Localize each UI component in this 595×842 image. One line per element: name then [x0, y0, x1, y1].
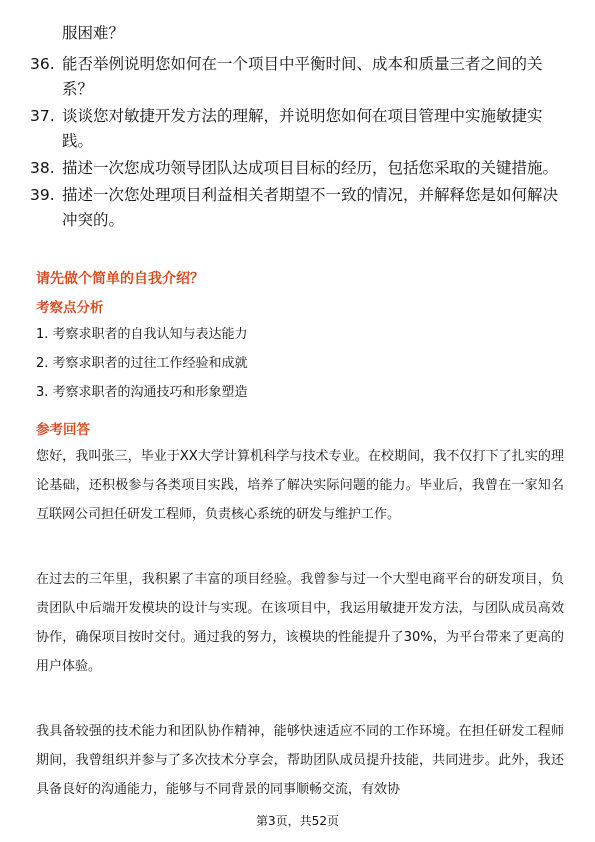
question-number: 39.: [30, 186, 55, 204]
question-number: 38.: [30, 159, 55, 177]
question-text: 描述一次您处理项目利益相关者期望不一致的情况，并解释您是如何解决冲突的。: [62, 186, 559, 229]
question-text: 谈谈您对敏捷开发方法的理解，并说明您如何在项目管理中实施敏捷实践。: [62, 107, 543, 150]
analysis-point: 1. 考察求职者的自我认知与表达能力: [36, 327, 248, 342]
question-item: [30, 183, 570, 233]
question-list: [30, 52, 570, 235]
answer-paragraph: 您好，我叫张三，毕业于XX大学计算机科学与技术专业。在校期间，我不仅打下了扎实的理论基础，还积极参与各类项目实践，培养了解决实际问题的能力。毕业后，我曾在一家知名互联网公司担任研发工程师，负责核心系统的研发与维护工作。: [36, 449, 564, 522]
question-item: [30, 52, 570, 102]
analysis-point: 3. 考察求职者的沟通技巧和形象塑造: [36, 385, 248, 400]
question-text: 能否举例说明您如何在一个项目中平衡时间、成本和质量三者之间的关系？: [62, 55, 543, 98]
question-item: [30, 104, 570, 154]
question-number: 36.: [30, 55, 55, 73]
answer-title: 参考回答: [36, 422, 90, 438]
question-number: 37.: [30, 107, 55, 125]
section-title: 请先做个简单的自我介绍？: [36, 271, 204, 287]
analysis-title: 考察点分析: [36, 300, 104, 316]
answer-paragraph: 在过去的三年里，我积累了丰富的项目经验。我曾参与过一个大型电商平台的研发项目，负责团队中后端开发模块的设计与实现。在该项目中，我运用敏捷开发方法，与团队成员高效协作，确保项目按时交付。通过我的努力，该模块的性能提升了30%，为平台带来了更高的用户体验。: [36, 572, 564, 674]
reference-answer: [36, 442, 564, 840]
analysis-point: 2. 考察求职者的过往工作经验和成就: [36, 356, 248, 371]
analysis-points: [36, 320, 248, 407]
question-continuation: 服困难？: [62, 24, 125, 42]
question-text: 描述一次您成功领导团队达成项目目标的经历，包括您采取的关键措施。: [62, 159, 559, 177]
answer-paragraph: 我具备较强的技术能力和团队协作精神，能够快速适应不同的工作环境。在担任研发工程师期间，我曾组织并参与了多次技术分享会，帮助团队成员提升技能，共同进步。此外，我还具备良好的沟通能力，能够与不同背景的同事顺畅交流，有效协: [36, 724, 564, 797]
question-item: [30, 156, 570, 181]
page-footer: 第3页，共52页: [256, 814, 339, 828]
